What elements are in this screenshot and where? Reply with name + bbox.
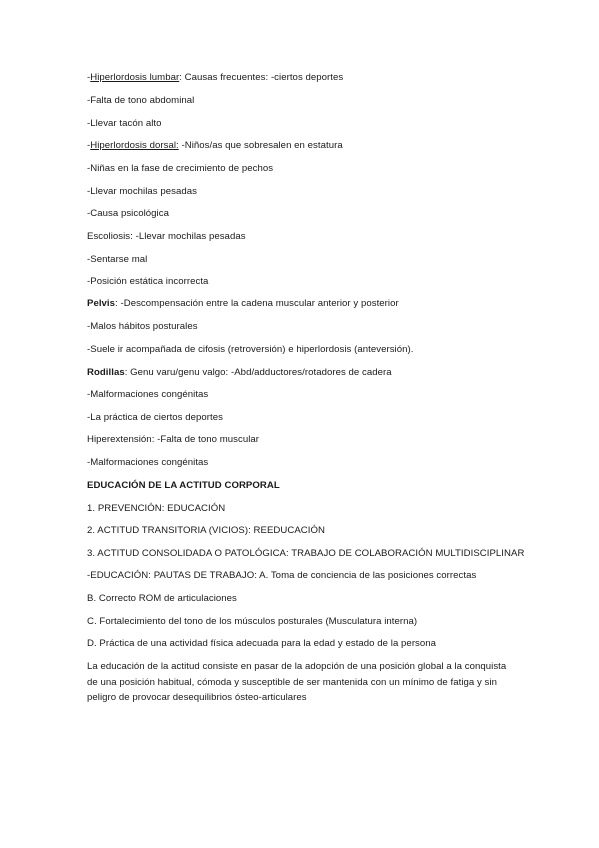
bold-term: Pelvis — [87, 298, 116, 309]
text-line: -Niñas en la fase de crecimiento de pechos — [87, 163, 274, 174]
line-prefix: - — [87, 140, 91, 151]
line-rest: : -Descompensación entre la cadena muscular anterior y posterior — [115, 298, 399, 309]
text-line: D. Práctica de una actividad física adecuada para la edad y estado de la persona — [87, 638, 437, 649]
text-line-pelvis — [87, 298, 399, 310]
text-line-hiperlordosis-lumbar — [87, 72, 343, 84]
text-line: -Causa psicológica — [87, 208, 169, 219]
bold-term: Rodillas — [87, 367, 125, 378]
text-line: -Llevar mochilas pesadas — [87, 186, 197, 197]
text-line: 2. ACTITUD TRANSITORIA (VICIOS): REEDUCACIÓN — [87, 525, 325, 536]
text-line-escoliosis: Escoliosis: -Llevar mochilas pesadas — [87, 231, 246, 242]
text-line: -Posición estática incorrecta — [87, 276, 209, 287]
text-line-rodillas — [87, 367, 392, 379]
text-line: -Malformaciones congénitas — [87, 389, 209, 400]
text-line: -Falta de tono abdominal — [87, 95, 195, 106]
section-heading: EDUCACIÓN DE LA ACTITUD CORPORAL — [87, 480, 280, 491]
text-line: -Sentarse mal — [87, 254, 148, 265]
underlined-term: Hiperlordosis lumbar — [90, 72, 180, 83]
text-line: 3. ACTITUD CONSOLIDADA O PATOLÓGICA: TRABAJO DE COLABORACIÓN MULTIDISCIPLINAR — [87, 548, 525, 559]
text-line: B. Correcto ROM de articulaciones — [87, 593, 237, 604]
text-line: -Suele ir acompañada de cifosis (retroversión) e hiperlordosis (anteversión). — [87, 344, 414, 355]
underlined-term: Hiperlordosis dorsal: — [90, 140, 179, 151]
text-line: -La práctica de ciertos deportes — [87, 412, 223, 423]
text-line: C. Fortalecimiento del tono de los músculos posturales (Musculatura interna) — [87, 616, 418, 627]
line-rest: : Genu varu/genu valgo: -Abd/adductores/rotadores de cadera — [124, 367, 392, 378]
text-line-hiperlordosis-dorsal — [87, 140, 343, 152]
text-line: -Malos hábitos posturales — [87, 321, 198, 332]
line-prefix: - — [87, 72, 91, 83]
text-line: 1. PREVENCIÓN: EDUCACIÓN — [87, 503, 226, 514]
text-line-hiperextension: Hiperextensión: -Falta de tono muscular — [87, 434, 260, 445]
line-rest: : Causas frecuentes: -ciertos deportes — [179, 72, 344, 83]
text-line: -Llevar tacón alto — [87, 118, 162, 129]
text-line: -Malformaciones congénitas — [87, 457, 209, 468]
text-line: -EDUCACIÓN: PAUTAS DE TRABAJO: A. Toma de conciencia de las posiciones correctas — [87, 570, 477, 581]
closing-paragraph: La educación de la actitud consiste en pasar de la adopción de una posición global a la conquista de una posición habitual, cómoda y susceptible de ser mantenida con un mínimo de fatiga y sin peligro de provocar desequilibrios ósteo-articulares — [87, 661, 507, 703]
line-rest: -Niños/as que sobresalen en estatura — [178, 140, 343, 151]
